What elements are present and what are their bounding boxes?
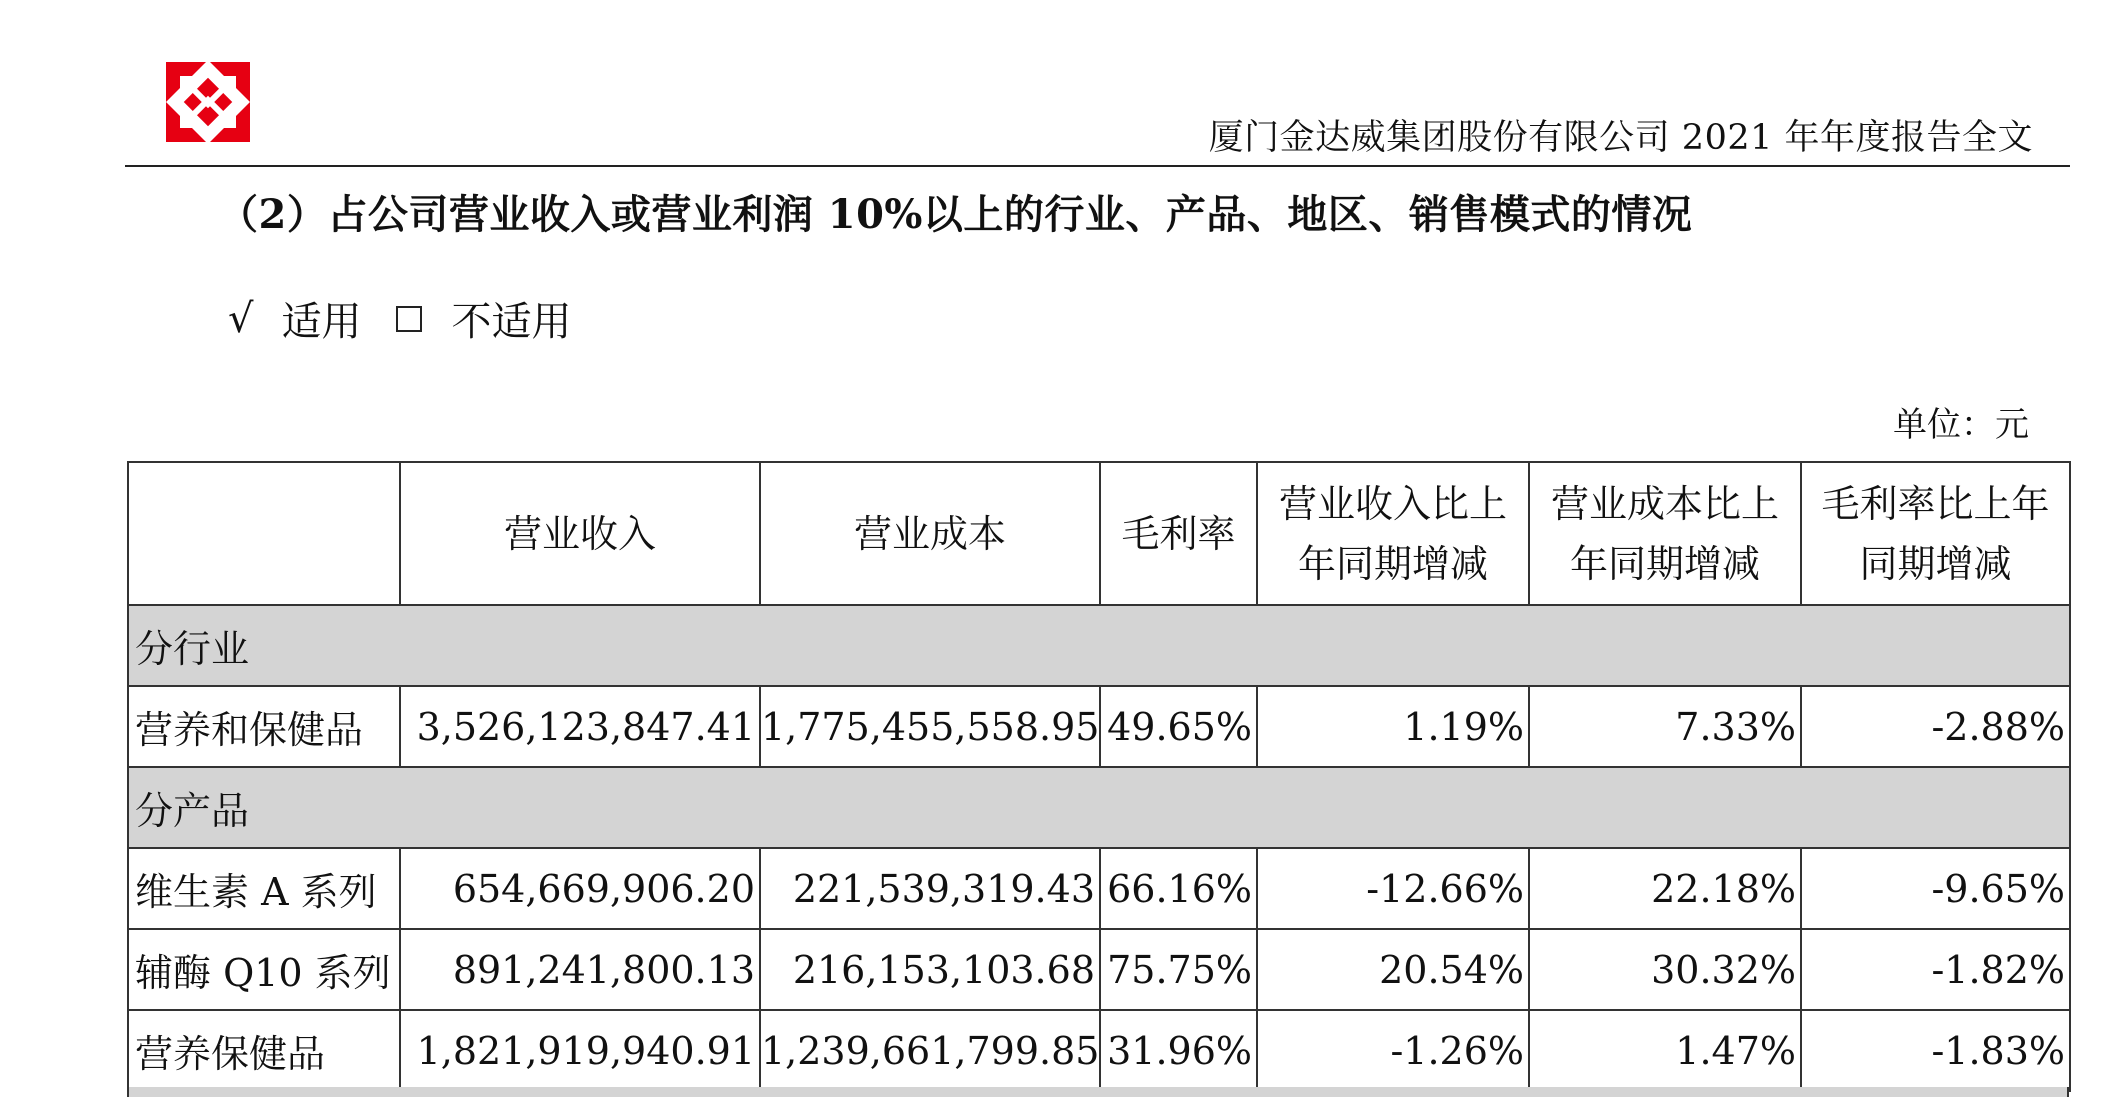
margin-yoy-cell: -1.82% — [1801, 929, 2070, 1010]
cost-cell: 1,775,455,558.95 — [760, 686, 1100, 767]
category-title: 分行业 — [128, 605, 2070, 686]
revenue-cell: 3,526,123,847.41 — [400, 686, 760, 767]
section-heading: （2）占公司营业收入或营业利润 10%以上的行业、产品、地区、销售模式的情况 — [218, 191, 1693, 238]
row-label: 营养和保健品 — [128, 686, 400, 767]
not-applicable-label: 不适用 — [451, 299, 572, 345]
table-row — [128, 686, 2070, 767]
revenue-cell: 891,241,800.13 — [400, 929, 760, 1010]
table-row — [128, 1010, 2070, 1091]
margin-yoy-cell: -2.88% — [1801, 686, 2070, 767]
revenue-cell: 654,669,906.20 — [400, 848, 760, 929]
gross-margin-cell: 31.96% — [1100, 1010, 1257, 1091]
cost-yoy-cell: 1.47% — [1529, 1010, 1801, 1091]
company-report-title: 厦门金达威集团股份有限公司 2021 年年度报告全文 — [1208, 118, 2033, 158]
category-title: 分产品 — [128, 767, 2070, 848]
revenue-yoy-cell: 1.19% — [1257, 686, 1529, 767]
empty-checkbox-icon — [396, 306, 422, 332]
gross-margin-cell: 75.75% — [1100, 929, 1257, 1010]
revenue-breakdown-table — [127, 461, 2071, 1092]
cost-cell: 1,239,661,799.85 — [760, 1010, 1100, 1091]
applicability-options — [228, 290, 572, 347]
margin-yoy-cell: -9.65% — [1801, 848, 2070, 929]
row-label: 营养保健品 — [128, 1010, 400, 1091]
column-header: 营业收入 — [400, 462, 760, 605]
cost-yoy-cell: 7.33% — [1529, 686, 1801, 767]
unit-label: 单位：元 — [1893, 405, 2029, 445]
revenue-yoy-cell: -1.26% — [1257, 1010, 1529, 1091]
next-category-row-edge — [127, 1087, 2069, 1097]
column-header: 营业成本比上年同期增减 — [1529, 462, 1801, 605]
revenue-yoy-cell: 20.54% — [1257, 929, 1529, 1010]
column-header: 毛利率 — [1100, 462, 1257, 605]
table-row — [128, 848, 2070, 929]
table-header-row — [128, 462, 2070, 605]
margin-yoy-cell: -1.83% — [1801, 1010, 2070, 1091]
column-header — [128, 462, 400, 605]
category-row — [128, 605, 2070, 686]
column-header: 营业成本 — [760, 462, 1100, 605]
cost-yoy-cell: 22.18% — [1529, 848, 1801, 929]
row-label: 维生素 A 系列 — [128, 848, 400, 929]
cost-cell: 221,539,319.43 — [760, 848, 1100, 929]
revenue-yoy-cell: -12.66% — [1257, 848, 1529, 929]
cost-yoy-cell: 30.32% — [1529, 929, 1801, 1010]
company-logo-icon — [158, 56, 258, 148]
table-row — [128, 929, 2070, 1010]
check-icon: √ — [228, 295, 254, 342]
gross-margin-cell: 49.65% — [1100, 686, 1257, 767]
applicable-label: 适用 — [281, 299, 362, 345]
column-header: 营业收入比上年同期增减 — [1257, 462, 1529, 605]
category-row — [128, 767, 2070, 848]
revenue-cell: 1,821,919,940.91 — [400, 1010, 760, 1091]
row-label: 辅酶 Q10 系列 — [128, 929, 400, 1010]
column-header: 毛利率比上年同期增减 — [1801, 462, 2070, 605]
cost-cell: 216,153,103.68 — [760, 929, 1100, 1010]
header-divider — [125, 165, 2070, 167]
gross-margin-cell: 66.16% — [1100, 848, 1257, 929]
